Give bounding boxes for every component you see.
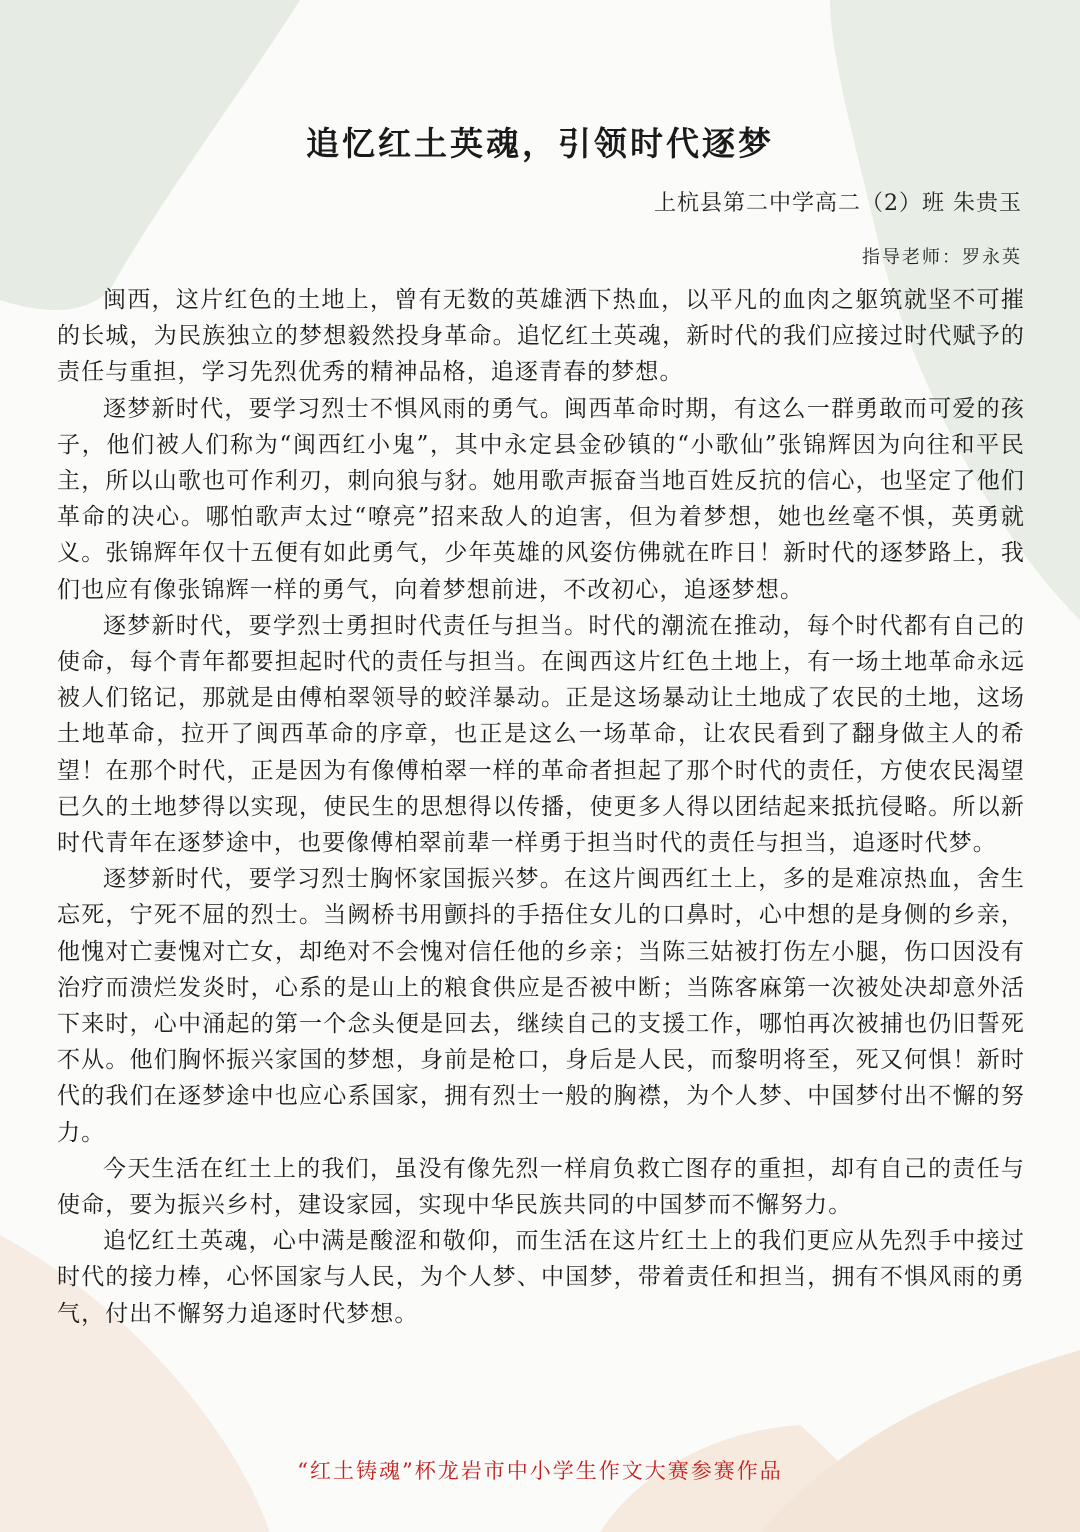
author-line: 上杭县第二中学高二（2）班 朱贵玉 — [654, 191, 1022, 216]
paragraph: 逐梦新时代，要学烈士勇担时代责任与担当。时代的潮流在推动，每个时代都有自己的使命，每个青年都要担起时代的责任与担当。在闽西这片红色土地上，有一场土地革命永远被人们铭记，那就是由傅柏翠领导的蛟洋暴动。正是这场暴动让土地成了农民的土地，这场土地革命，拉开了闽西革命的序章，也正是这么一场革命，让农民看到了翻身做主人的希望！在那个时代，正是因为有像傅柏翠一样的革命者担起了那个时代的责任，方使农民渴望已久的土地梦得以实现，使民生的思想得以传播，使更多人得以团结起来抵抗侵略。所以新时代青年在逐梦途中，也要像傅柏翠前辈一样勇于担当时代的责任与担当，追逐时代梦。 — [57, 612, 1025, 857]
paragraph: 今天生活在红土上的我们，虽没有像先烈一样肩负救亡图存的重担，却有自己的责任与使命，要为振兴乡村，建设家园，实现中华民族共同的中国梦而不懈努力。 — [57, 1155, 1025, 1219]
paragraph: 追忆红土英魂，心中满是酸涩和敬仰，而生活在这片红土上的我们更应从先烈手中接过时代的接力棒，心怀国家与人民，为个人梦、中国梦，带着责任和担当，拥有不惧风雨的勇气，付出不懈努力追逐时代梦想。 — [57, 1228, 1025, 1327]
teacher-line: 指导老师：罗永英 — [862, 247, 1022, 268]
page-title: 追忆红土英魂，引领时代逐梦 — [306, 124, 774, 163]
paragraph: 逐梦新时代，要学习烈士不惧风雨的勇气。闽西革命时期，有这么一群勇敢而可爱的孩子，他们被人们称为“闽西红小鬼”，其中永定县金砂镇的“小歌仙”张锦辉因为向往和平民主，所以山歌也可作利刃，刺向狼与豺。她用歌声振奋当地百姓反抗的信心，也坚定了他们革命的决心。哪怕歌声太过“嘹亮”招来敌人的迫害，但为着梦想，她也丝毫不惧，英勇就义。张锦辉年仅十五便有如此勇气，少年英雄的风姿仿佛就在昨日！新时代的逐梦路上，我们也应有像张锦辉一样的勇气，向着梦想前进，不改初心，追逐梦想。 — [57, 395, 1025, 603]
paragraph: 逐梦新时代，要学习烈士胸怀家国振兴梦。在这片闽西红土上，多的是难凉热血，舍生忘死，宁死不屈的烈士。当阙桥书用颤抖的手捂住女儿的口鼻时，心中想的是身侧的乡亲，他愧对亡妻愧对亡女，却绝对不会愧对信任他的乡亲；当陈三姑被打伤左小腿，伤口因没有治疗而溃烂发炎时，心系的是山上的粮食供应是否被中断；当陈客麻第一次被处决却意外活下来时，心中涌起的第一个念头便是回去，继续自己的支援工作，哪怕再次被捕也仍旧誓死不从。他们胸怀振兴家国的梦想，身前是枪口，身后是人民，而黎明将至，死又何惧！新时代的我们在逐梦途中也应心系国家，拥有烈士一般的胸襟，为个人梦、中国梦付出不懈的努力。 — [57, 866, 1025, 1146]
paragraph: 闽西，这片红色的土地上，曾有无数的英雄洒下热血，以平凡的血肉之躯筑就坚不可摧的长城，为民族独立的梦想毅然投身革命。追忆红土英魂，新时代的我们应接过时代赋予的责任与重担，学习先烈优秀的精神品格，追逐青春的梦想。 — [57, 287, 1025, 386]
essay-body — [57, 282, 1025, 1332]
competition-footer: “红土铸魂”杯龙岩市中小学生作文大赛参赛作品 — [297, 1459, 783, 1483]
